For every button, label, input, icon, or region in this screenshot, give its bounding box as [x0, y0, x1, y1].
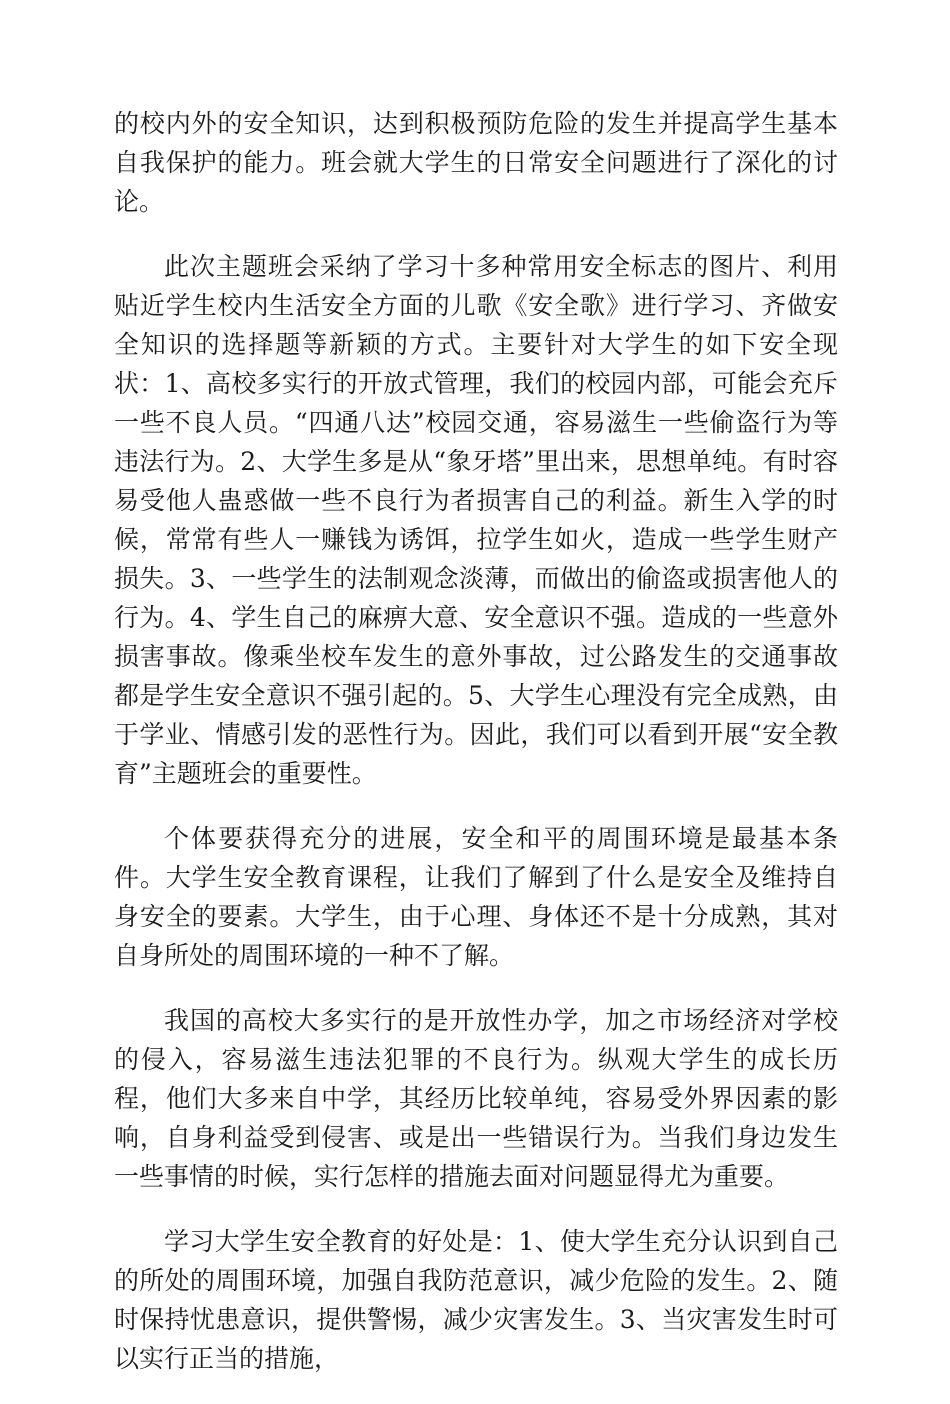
paragraph-benefits: 学习大学生安全教育的好处是：1、使大学生充分认识到自己的所处的周围环境，加强自我防范意识，减少危险的发生。2、随时保持忧患意识，提供警惕，减少灾害发生。3、当灾害发生时可以实行正当的措施， — [114, 1227, 838, 1373]
paragraph-open-campus: 我国的高校大多实行的是开放性办学，加之市场经济对学校的侵入，容易滋生违法犯罪的不良行为。纵观大学生的成长历程，他们大多来自中学，其经历比较单纯，容易受外界因素的影响，自身利益受到侵害、或是出一些错误行为。当我们身边发生一些事情的时候，实行怎样的措施去面对问题显得尤为重要。 — [114, 1006, 838, 1191]
paragraph-class-meeting: 此次主题班会采纳了学习十多种常用安全标志的图片、利用贴近学生校内生活安全方面的儿歌《安全歌》进行学习、齐做安全知识的选择题等新颖的方式。主要针对大学生的如下安全现状：1、高校多实行的开放式管理，我们的校园内部，可能会充斥一些不良人员。“四通八达”校园交通，容易滋生一些偷盗行为等违法行为。2、大学生多是从“象牙塔”里出来，思想单纯。有时容易受他人蛊惑做一些不良行为者损害自己的利益。新生入学的时候，常常有些人一赚钱为诱饵，拉学生如火，造成一些学生财产损失。3、一些学生的法制观念淡薄，而做出的偷盗或损害他人的行为。4、学生自己的麻痹大意、安全意识不强。造成的一些意外损害事故。像乘坐校车发生的意外事故，过公路发生的交通事故都是学生安全意识不强引起的。5、大学生心理没有完全成熟，由于学业、情感引发的恶性行为。因此，我们可以看到开展“安全教育”主题班会的重要性。 — [114, 252, 838, 788]
document-body — [114, 104, 838, 1404]
paragraph-continuation: 的校内外的安全知识，达到积极预防危险的发生并提高学生基本自我保护的能力。班会就大学生的日常安全问题进行了深化的讨论。 — [114, 109, 838, 216]
paragraph-environment: 个体要获得充分的进展，安全和平的周围环境是最基本条件。大学生安全教育课程，让我们了解到了什么是安全及维持自身安全的要素。大学生，由于心理、身体还不是十分成熟，其对自身所处的周围环境的一种不了解。 — [114, 824, 838, 970]
